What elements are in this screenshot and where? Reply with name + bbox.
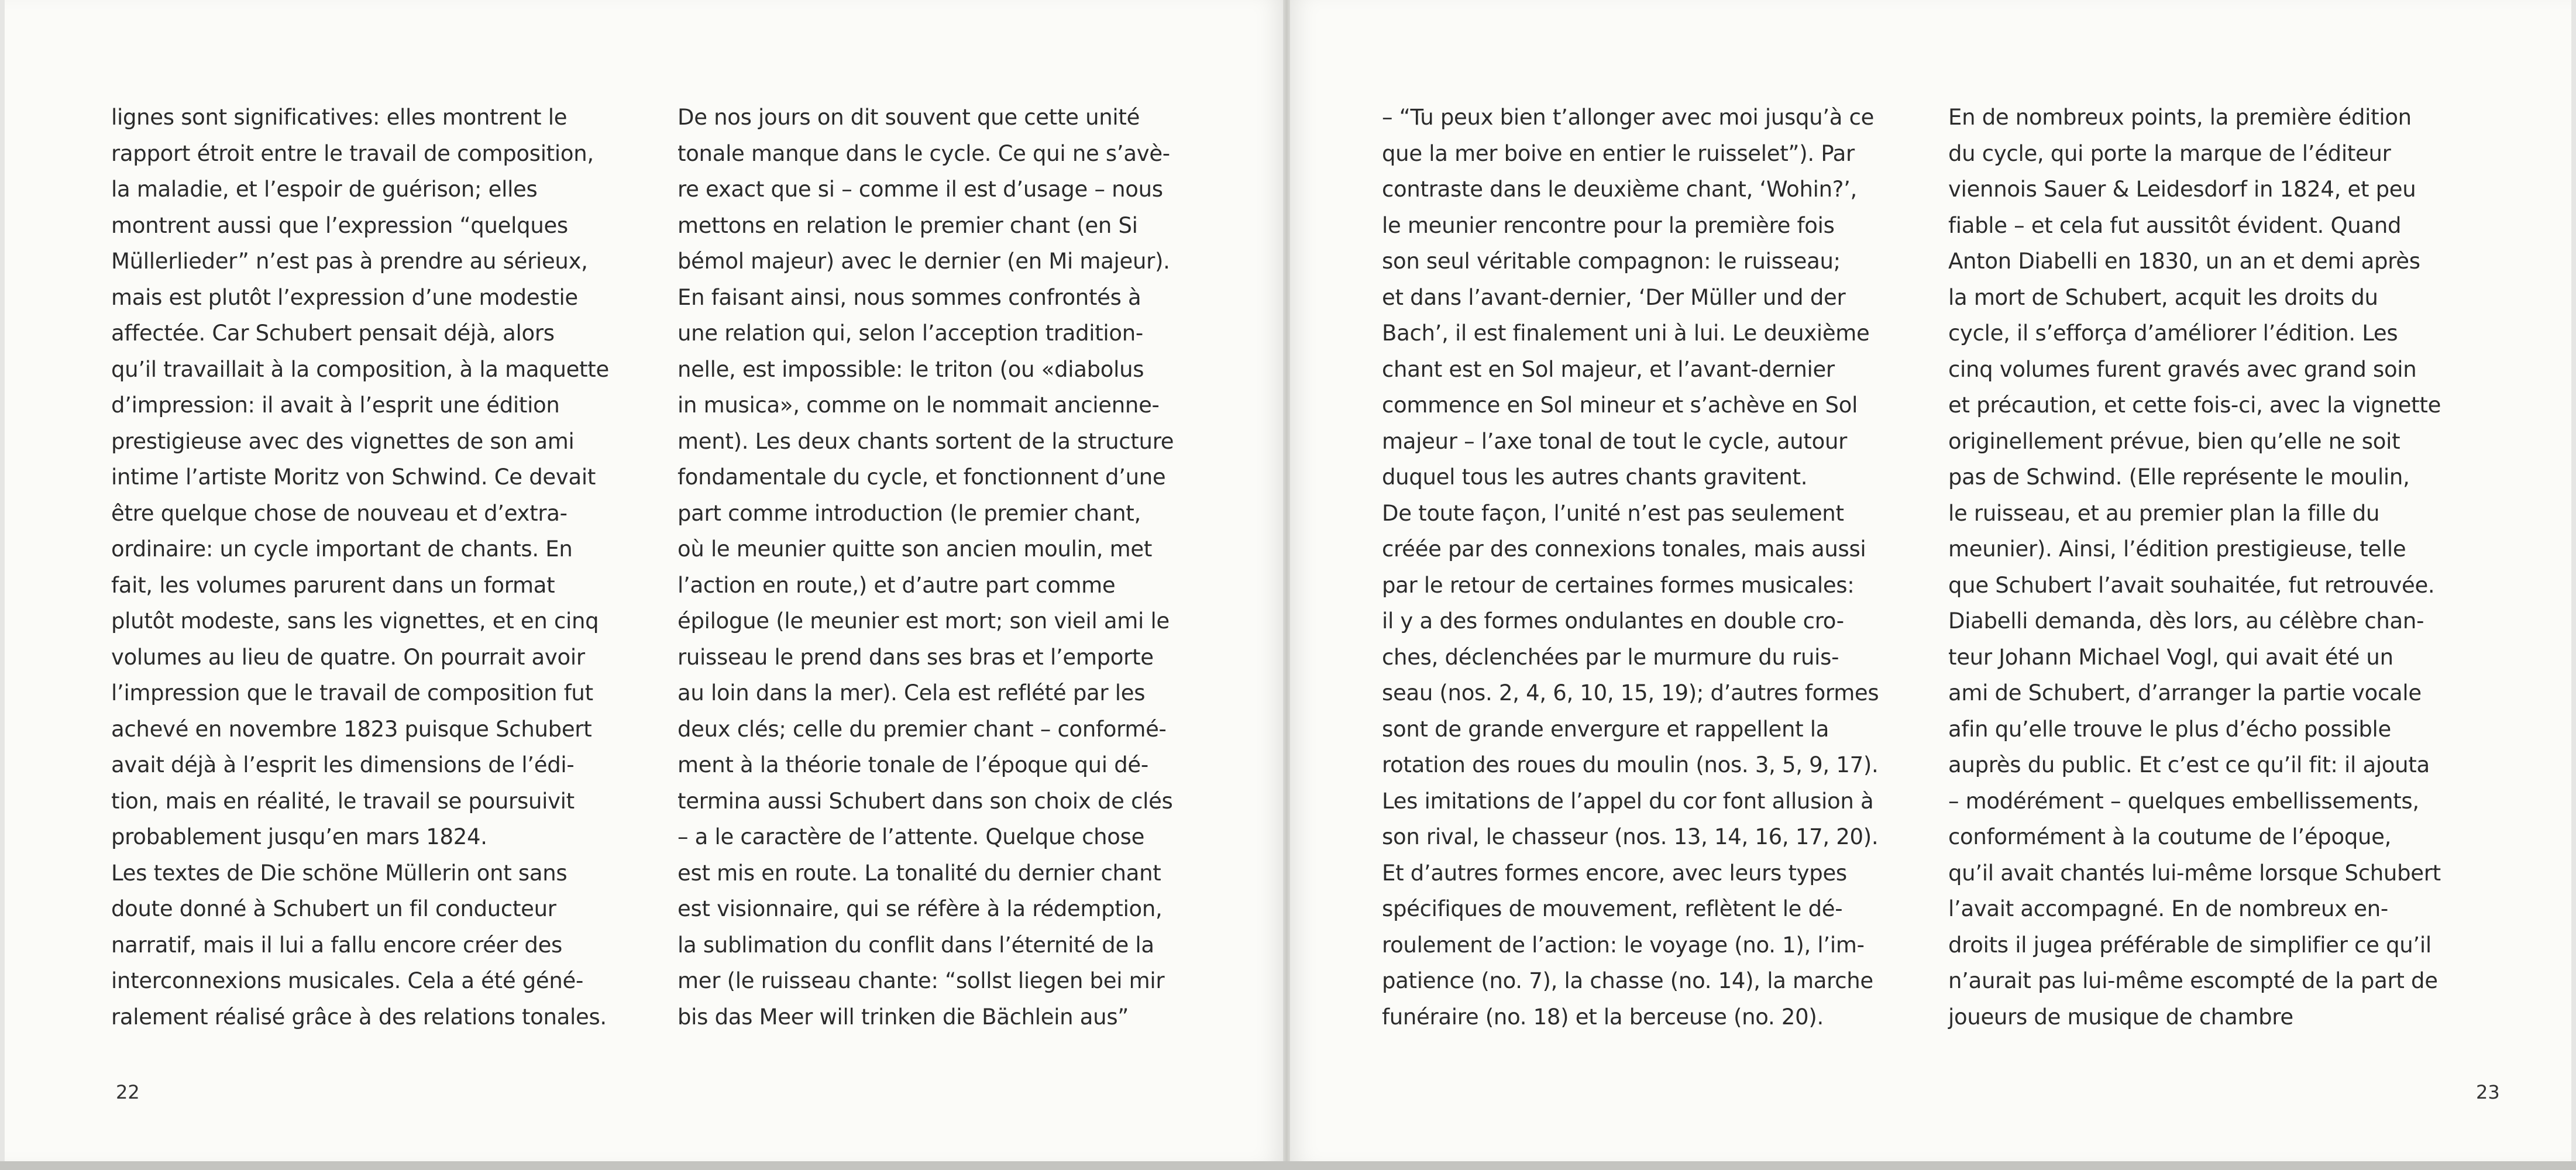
page-number: 22 xyxy=(116,1081,140,1103)
text-line: ruisseau le prend dans ses bras et l’emporte xyxy=(677,644,1154,670)
text-line: il y a des formes ondulantes en double cro- xyxy=(1382,608,1844,634)
text-line: Diabelli demanda, dès lors, au célèbre chan- xyxy=(1948,608,2424,634)
text-line: créée par des connexions tonales, mais aussi xyxy=(1382,536,1866,562)
text-line: intime l’artiste Moritz von Schwind. Ce devait xyxy=(111,464,596,490)
text-line: ordinaire: un cycle important de chants. En xyxy=(111,536,573,562)
text-line: spécifiques de mouvement, reflètent le dé- xyxy=(1382,896,1843,921)
text-line: auprès du public. Et c’est ce qu’il fit: il ajouta xyxy=(1948,752,2430,777)
text-line: ches, déclenchées par le murmure du ruis- xyxy=(1382,644,1839,670)
text-line: Müllerlieder” n’est pas à prendre au sérieux, xyxy=(111,249,588,274)
text-line: afin qu’elle trouve le plus d’écho possible xyxy=(1948,716,2392,742)
text-line: est visionnaire, qui se réfère à la rédemption, xyxy=(677,896,1163,921)
text-line: Anton Diabelli en 1830, un an et demi après xyxy=(1948,249,2420,274)
text-line: termina aussi Schubert dans son choix de clés xyxy=(677,788,1173,814)
text-line: prestigieuse avec des vignettes de son ami xyxy=(111,428,575,454)
text-column-2 xyxy=(677,99,1174,1035)
text-line: la sublimation du conflit dans l’éternité de la xyxy=(677,932,1154,958)
text-line: ami de Schubert, d’arranger la partie vocale xyxy=(1948,680,2422,706)
left-page xyxy=(5,0,1283,1161)
text-line: nelle, est impossible: le triton (ou «diabolus xyxy=(677,356,1144,382)
text-line: bémol majeur) avec le dernier (en Mi majeur). xyxy=(677,249,1170,274)
text-line: pas de Schwind. (Elle représente le moulin, xyxy=(1948,464,2410,490)
text-line: contraste dans le deuxième chant, ‘Wohin?’, xyxy=(1382,177,1857,202)
text-line: le meunier rencontre pour la première fois xyxy=(1382,212,1835,238)
text-line: cinq volumes furent gravés avec grand soin xyxy=(1948,356,2417,382)
text-line: bis das Meer will trinken die Bächlein aus” xyxy=(677,1004,1129,1030)
text-line: avait déjà à l’esprit les dimensions de l’édi- xyxy=(111,752,575,777)
text-line: fiable – et cela fut aussitôt évident. Quand xyxy=(1948,212,2402,238)
text-line: qu’il avait chantés lui-même lorsque Schubert xyxy=(1948,860,2441,886)
text-line: rotation des roues du moulin (nos. 3, 5, 9, 17). xyxy=(1382,752,1879,777)
text-line: fait, les volumes parurent dans un format xyxy=(111,572,555,598)
text-line: Et d’autres formes encore, avec leurs types xyxy=(1382,860,1847,886)
text-column-1 xyxy=(111,99,609,1035)
text-line: in musica», comme on le nommait ancienne- xyxy=(677,393,1160,418)
text-line: affectée. Car Schubert pensait déjà, alors xyxy=(111,321,555,346)
text-line: part comme introduction (le premier chant, xyxy=(677,500,1141,526)
text-line: deux clés; celle du premier chant – conformé- xyxy=(677,716,1167,742)
text-line: narratif, mais il lui a fallu encore créer des xyxy=(111,932,563,958)
text-line: Bach’, il est finalement uni à lui. Le deuxième xyxy=(1382,321,1870,346)
text-line: son seul véritable compagnon: le ruisseau; xyxy=(1382,249,1841,274)
text-line: viennois Sauer & Leidesdorf in 1824, et peu xyxy=(1948,177,2416,202)
text-line: – “Tu peux bien t’allonger avec moi jusqu’à ce xyxy=(1382,105,1875,130)
text-line: roulement de l’action: le voyage (no. 1), l’im- xyxy=(1382,932,1865,958)
text-line: En de nombreux points, la première édition xyxy=(1948,105,2412,130)
text-line: commence en Sol mineur et s’achève en Sol xyxy=(1382,393,1858,418)
right-page xyxy=(1290,0,2571,1161)
text-line: Les textes de Die schöne Müllerin ont sans xyxy=(111,860,568,886)
text-line: la maladie, et l’espoir de guérison; elles xyxy=(111,177,538,202)
text-line: être quelque chose de nouveau et d’extra- xyxy=(111,500,568,526)
text-line: par le retour de certaines formes musicales: xyxy=(1382,572,1855,598)
text-line: conformément à la coutume de l’époque, xyxy=(1948,824,2392,849)
text-line: sont de grande envergure et rappellent la xyxy=(1382,716,1829,742)
text-line: droits il jugea préférable de simplifier ce qu’il xyxy=(1948,932,2431,958)
text-line: majeur – l’axe tonal de tout le cycle, autour xyxy=(1382,428,1848,454)
text-line: est mis en route. La tonalité du dernier chant xyxy=(677,860,1161,886)
text-line: volumes au lieu de quatre. On pourrait avoir xyxy=(111,644,585,670)
text-line: – a le caractère de l’attente. Quelque chose xyxy=(677,824,1145,849)
text-line: mettons en relation le premier chant (en Si xyxy=(677,212,1138,238)
text-line: tion, mais en réalité, le travail se poursuivit xyxy=(111,788,575,814)
text-line: fondamentale du cycle, et fonctionnent d’une xyxy=(677,464,1166,490)
text-line: meunier). Ainsi, l’édition prestigieuse, telle xyxy=(1948,536,2406,562)
text-line: Les imitations de l’appel du cor font allusion à xyxy=(1382,788,1874,814)
text-line: mais est plutôt l’expression d’une modestie xyxy=(111,284,578,310)
text-line: que la mer boive en entier le ruisselet”). Par xyxy=(1382,140,1855,166)
text-line: du cycle, qui porte la marque de l’éditeur xyxy=(1948,140,2391,166)
page-number: 23 xyxy=(2476,1081,2500,1103)
text-line: ment à la théorie tonale de l’époque qui dé- xyxy=(677,752,1148,777)
text-line: d’impression: il avait à l’esprit une édition xyxy=(111,393,560,418)
page-bottom-edge xyxy=(0,1161,2576,1170)
text-line: re exact que si – comme il est d’usage – nous xyxy=(677,177,1163,202)
text-line: épilogue (le meunier est mort; son vieil ami le xyxy=(677,608,1170,634)
text-line: De nos jours on dit souvent que cette unité xyxy=(677,105,1140,130)
text-column-3 xyxy=(1382,99,1879,1035)
text-line: chant est en Sol majeur, et l’avant-dernier xyxy=(1382,356,1835,382)
text-line: la mort de Schubert, acquit les droits du xyxy=(1948,284,2378,310)
text-line: l’impression que le travail de composition fut xyxy=(111,680,593,706)
text-line: l’action en route,) et d’autre part comme xyxy=(677,572,1116,598)
text-line: lignes sont significatives: elles montrent le xyxy=(111,105,568,130)
text-line: doute donné à Schubert un fil conducteur xyxy=(111,896,556,921)
text-line: interconnexions musicales. Cela a été géné- xyxy=(111,968,584,993)
text-column-4 xyxy=(1948,99,2441,1035)
text-line: funéraire (no. 18) et la berceuse (no. 20). xyxy=(1382,1004,1824,1030)
text-line: et précaution, et cette fois-ci, avec la vignette xyxy=(1948,393,2441,418)
text-line: qu’il travaillait à la composition, à la maquette xyxy=(111,356,609,382)
text-line: mer (le ruisseau chante: “sollst liegen bei mir xyxy=(677,968,1165,993)
text-line: En faisant ainsi, nous sommes confrontés à xyxy=(677,284,1141,310)
text-line: duquel tous les autres chants gravitent. xyxy=(1382,464,1808,490)
text-line: seau (nos. 2, 4, 6, 10, 15, 19); d’autres formes xyxy=(1382,680,1879,706)
text-line: que Schubert l’avait souhaitée, fut retrouvée. xyxy=(1948,572,2435,598)
text-line: l’avait accompagné. En de nombreux en- xyxy=(1948,896,2388,921)
text-line: où le meunier quitte son ancien moulin, met xyxy=(677,536,1153,562)
text-line: une relation qui, selon l’acception tradition- xyxy=(677,321,1143,346)
text-line: ment). Les deux chants sortent de la structure xyxy=(677,428,1174,454)
text-line: – modérément – quelques embellissements, xyxy=(1948,788,2419,814)
text-line: montrent aussi que l’expression “quelques xyxy=(111,212,568,238)
text-line: probablement jusqu’en mars 1824. xyxy=(111,824,487,849)
text-line: teur Johann Michael Vogl, qui avait été un xyxy=(1948,644,2393,670)
text-line: ralement réalisé grâce à des relations tonales. xyxy=(111,1004,607,1030)
text-line: joueurs de musique de chambre xyxy=(1948,1004,2293,1030)
text-line: plutôt modeste, sans les vignettes, et en cinq xyxy=(111,608,599,634)
book-gutter xyxy=(1283,0,1290,1164)
text-line: au loin dans la mer). Cela est reflété par les xyxy=(677,680,1146,706)
text-line: achevé en novembre 1823 puisque Schubert xyxy=(111,716,592,742)
text-line: cycle, il s’efforça d’améliorer l’édition. Les xyxy=(1948,321,2398,346)
text-line: patience (no. 7), la chasse (no. 14), la marche xyxy=(1382,968,1873,993)
text-line: tonale manque dans le cycle. Ce qui ne s’avè- xyxy=(677,140,1170,166)
text-line: rapport étroit entre le travail de composition, xyxy=(111,140,594,166)
text-line: son rival, le chasseur (nos. 13, 14, 16, 17, 20). xyxy=(1382,824,1879,849)
text-line: n’aurait pas lui-même escompté de la part de xyxy=(1948,968,2438,993)
text-line: De toute façon, l’unité n’est pas seulement xyxy=(1382,500,1844,526)
text-line: le ruisseau, et au premier plan la fille du xyxy=(1948,500,2380,526)
text-line: et dans l’avant-dernier, ‘Der Müller und der xyxy=(1382,284,1846,310)
text-line: originellement prévue, bien qu’elle ne soit xyxy=(1948,428,2400,454)
